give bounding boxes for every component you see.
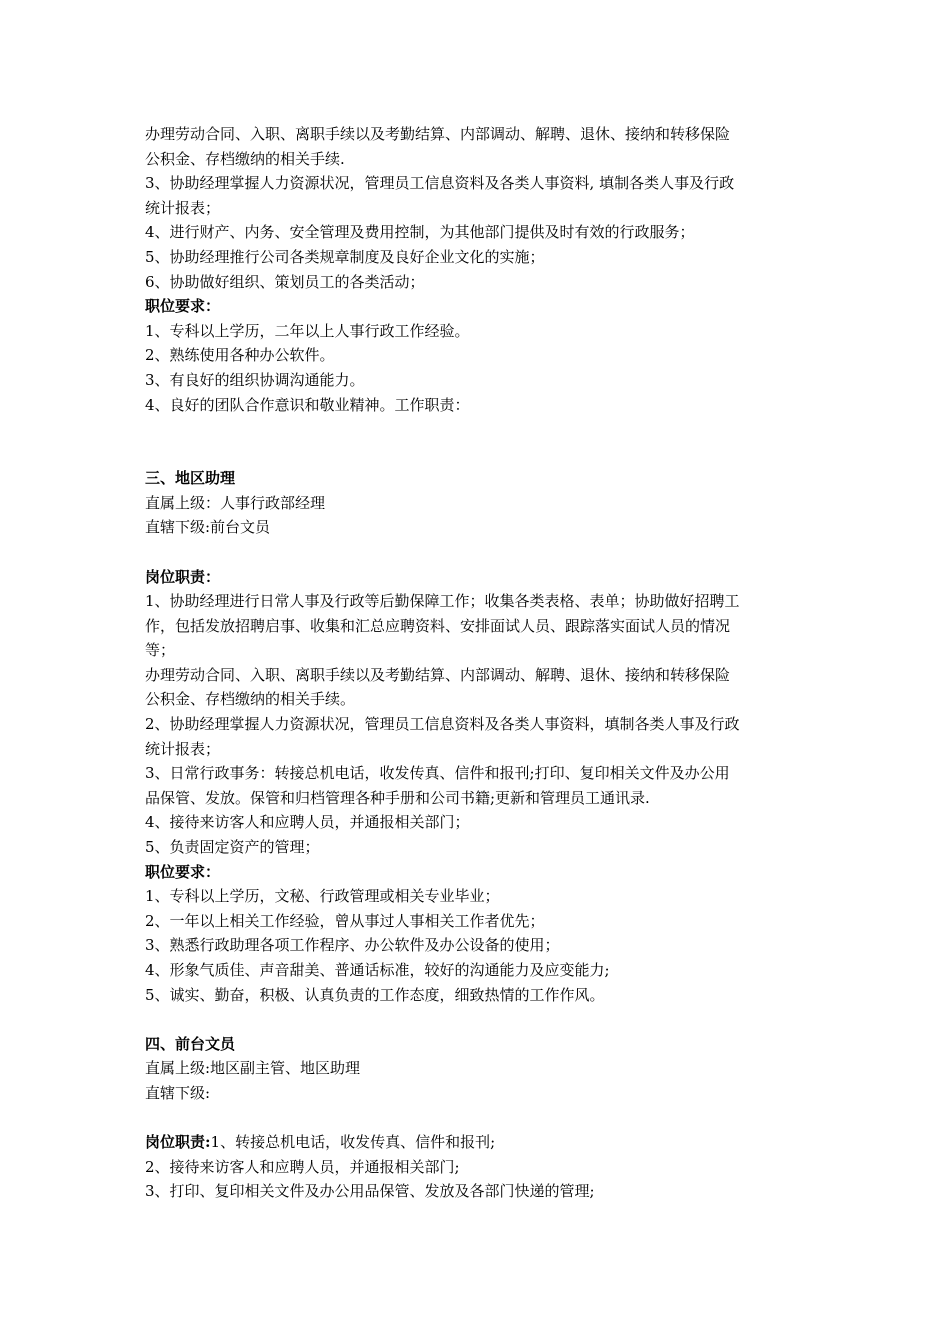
direct-superior: 直属上级:地区副主管、地区助理 [145,1059,361,1078]
duty-item: 作，包括发放招聘启事、收集和汇总应聘资料、安排面试人员、跟踪落实面试人员的情况 [145,616,731,635]
duty-item: 4、接待来访客人和应聘人员，并通报相关部门； [145,813,470,832]
section-regional-assistant [145,466,815,1007]
direct-subordinate: 直辖下级:前台文员 [145,518,271,537]
duty-first-line [145,1130,815,1155]
duty-item: 1、转接总机电话，收发传真、信件和报刊; [210,1133,496,1152]
duty-item: 等； [145,641,176,660]
text-line: 5、协助经理推行公司各类规章制度及良好企业文化的实施； [145,247,545,266]
requirement-item: 1、专科以上学历，二年以上人事行政工作经验。 [145,321,470,340]
spacer [145,540,815,565]
duty-item: 统计报表； [145,739,221,758]
spacer [145,1007,815,1032]
text-line: 4、进行财产、内务、安全管理及费用控制，为其他部门提供及时有效的行政服务； [145,223,695,242]
requirement-item: 2、熟练使用各种办公软件。 [145,346,335,365]
requirement-item: 3、熟悉行政助理各项工作程序、办公软件及办公设备的使用； [145,936,560,955]
requirements-heading: 职位要求： [145,297,221,316]
top-section [145,122,815,417]
document-page [145,122,815,1204]
duty-item: 2、接待来访客人和应聘人员，并通报相关部门; [145,1157,460,1176]
duty-item: 办理劳动合同、入职、离职手续以及考勤结算、内部调动、解聘、退休、接纳和转移保险 [145,665,731,684]
section-title: 四、前台文员 [145,1034,236,1053]
spacer [145,1106,815,1131]
section-title: 三、地区助理 [145,469,236,488]
section-receptionist [145,1032,815,1204]
requirement-item: 1、专科以上学历，文秘、行政管理或相关专业毕业； [145,887,500,906]
duties-heading: 岗位职责: [145,1133,211,1152]
text-line: 6、协助做好组织、策划员工的各类活动； [145,272,425,291]
requirement-item: 5、诚实、勤奋，积极、认真负责的工作态度，细致热情的工作作风。 [145,985,605,1004]
requirement-item: 4、形象气质佳、声音甜美、普通话标准，较好的沟通能力及应变能力; [145,961,610,979]
text-line: 办理劳动合同、入职、离职手续以及考勤结算、内部调动、解聘、退休、接纳和转移保险 [145,125,731,143]
duty-item: 3、日常行政事务：转接总机电话，收发传真、信件和报刊;打印、复印相关文件及办公用 [145,764,730,783]
direct-subordinate: 直辖下级: [145,1083,211,1102]
requirements-heading: 职位要求： [145,862,221,881]
duty-item: 5、负责固定资产的管理； [145,838,320,857]
text-line: 统计报表； [145,198,221,217]
text-line: 3、协助经理掌握人力资源状况，管理员工信息资料及各类人事资料, 填制各类人事及行政 [145,174,735,193]
requirement-item: 2、一年以上相关工作经验，曾从事过人事相关工作者优先； [145,911,545,930]
duty-item: 3、打印、复印相关文件及办公用品保管、发放及各部门快递的管理; [145,1182,595,1201]
duties-heading: 岗位职责： [145,567,221,586]
duty-item: 1、协助经理进行日常人事及行政等后勤保障工作；收集各类表格、表单；协助做好招聘工 [145,592,740,611]
text-line: 公积金、存档缴纳的相关手续. [145,149,345,168]
requirement-item: 4、良好的团队合作意识和敬业精神。工作职责： [145,395,470,414]
direct-superior: 直属上级：人事行政部经理 [145,493,326,512]
duty-item: 2、协助经理掌握人力资源状况，管理员工信息资料及各类人事资料，填制各类人事及行政 [145,715,740,734]
spacer [145,417,815,466]
duty-item: 公积金、存档缴纳的相关手续。 [145,690,356,709]
requirement-item: 3、有良好的组织协调沟通能力。 [145,370,365,389]
duty-item: 品保管、发放。保管和归档管理各种手册和公司书籍;更新和管理员工通讯录. [145,788,650,807]
